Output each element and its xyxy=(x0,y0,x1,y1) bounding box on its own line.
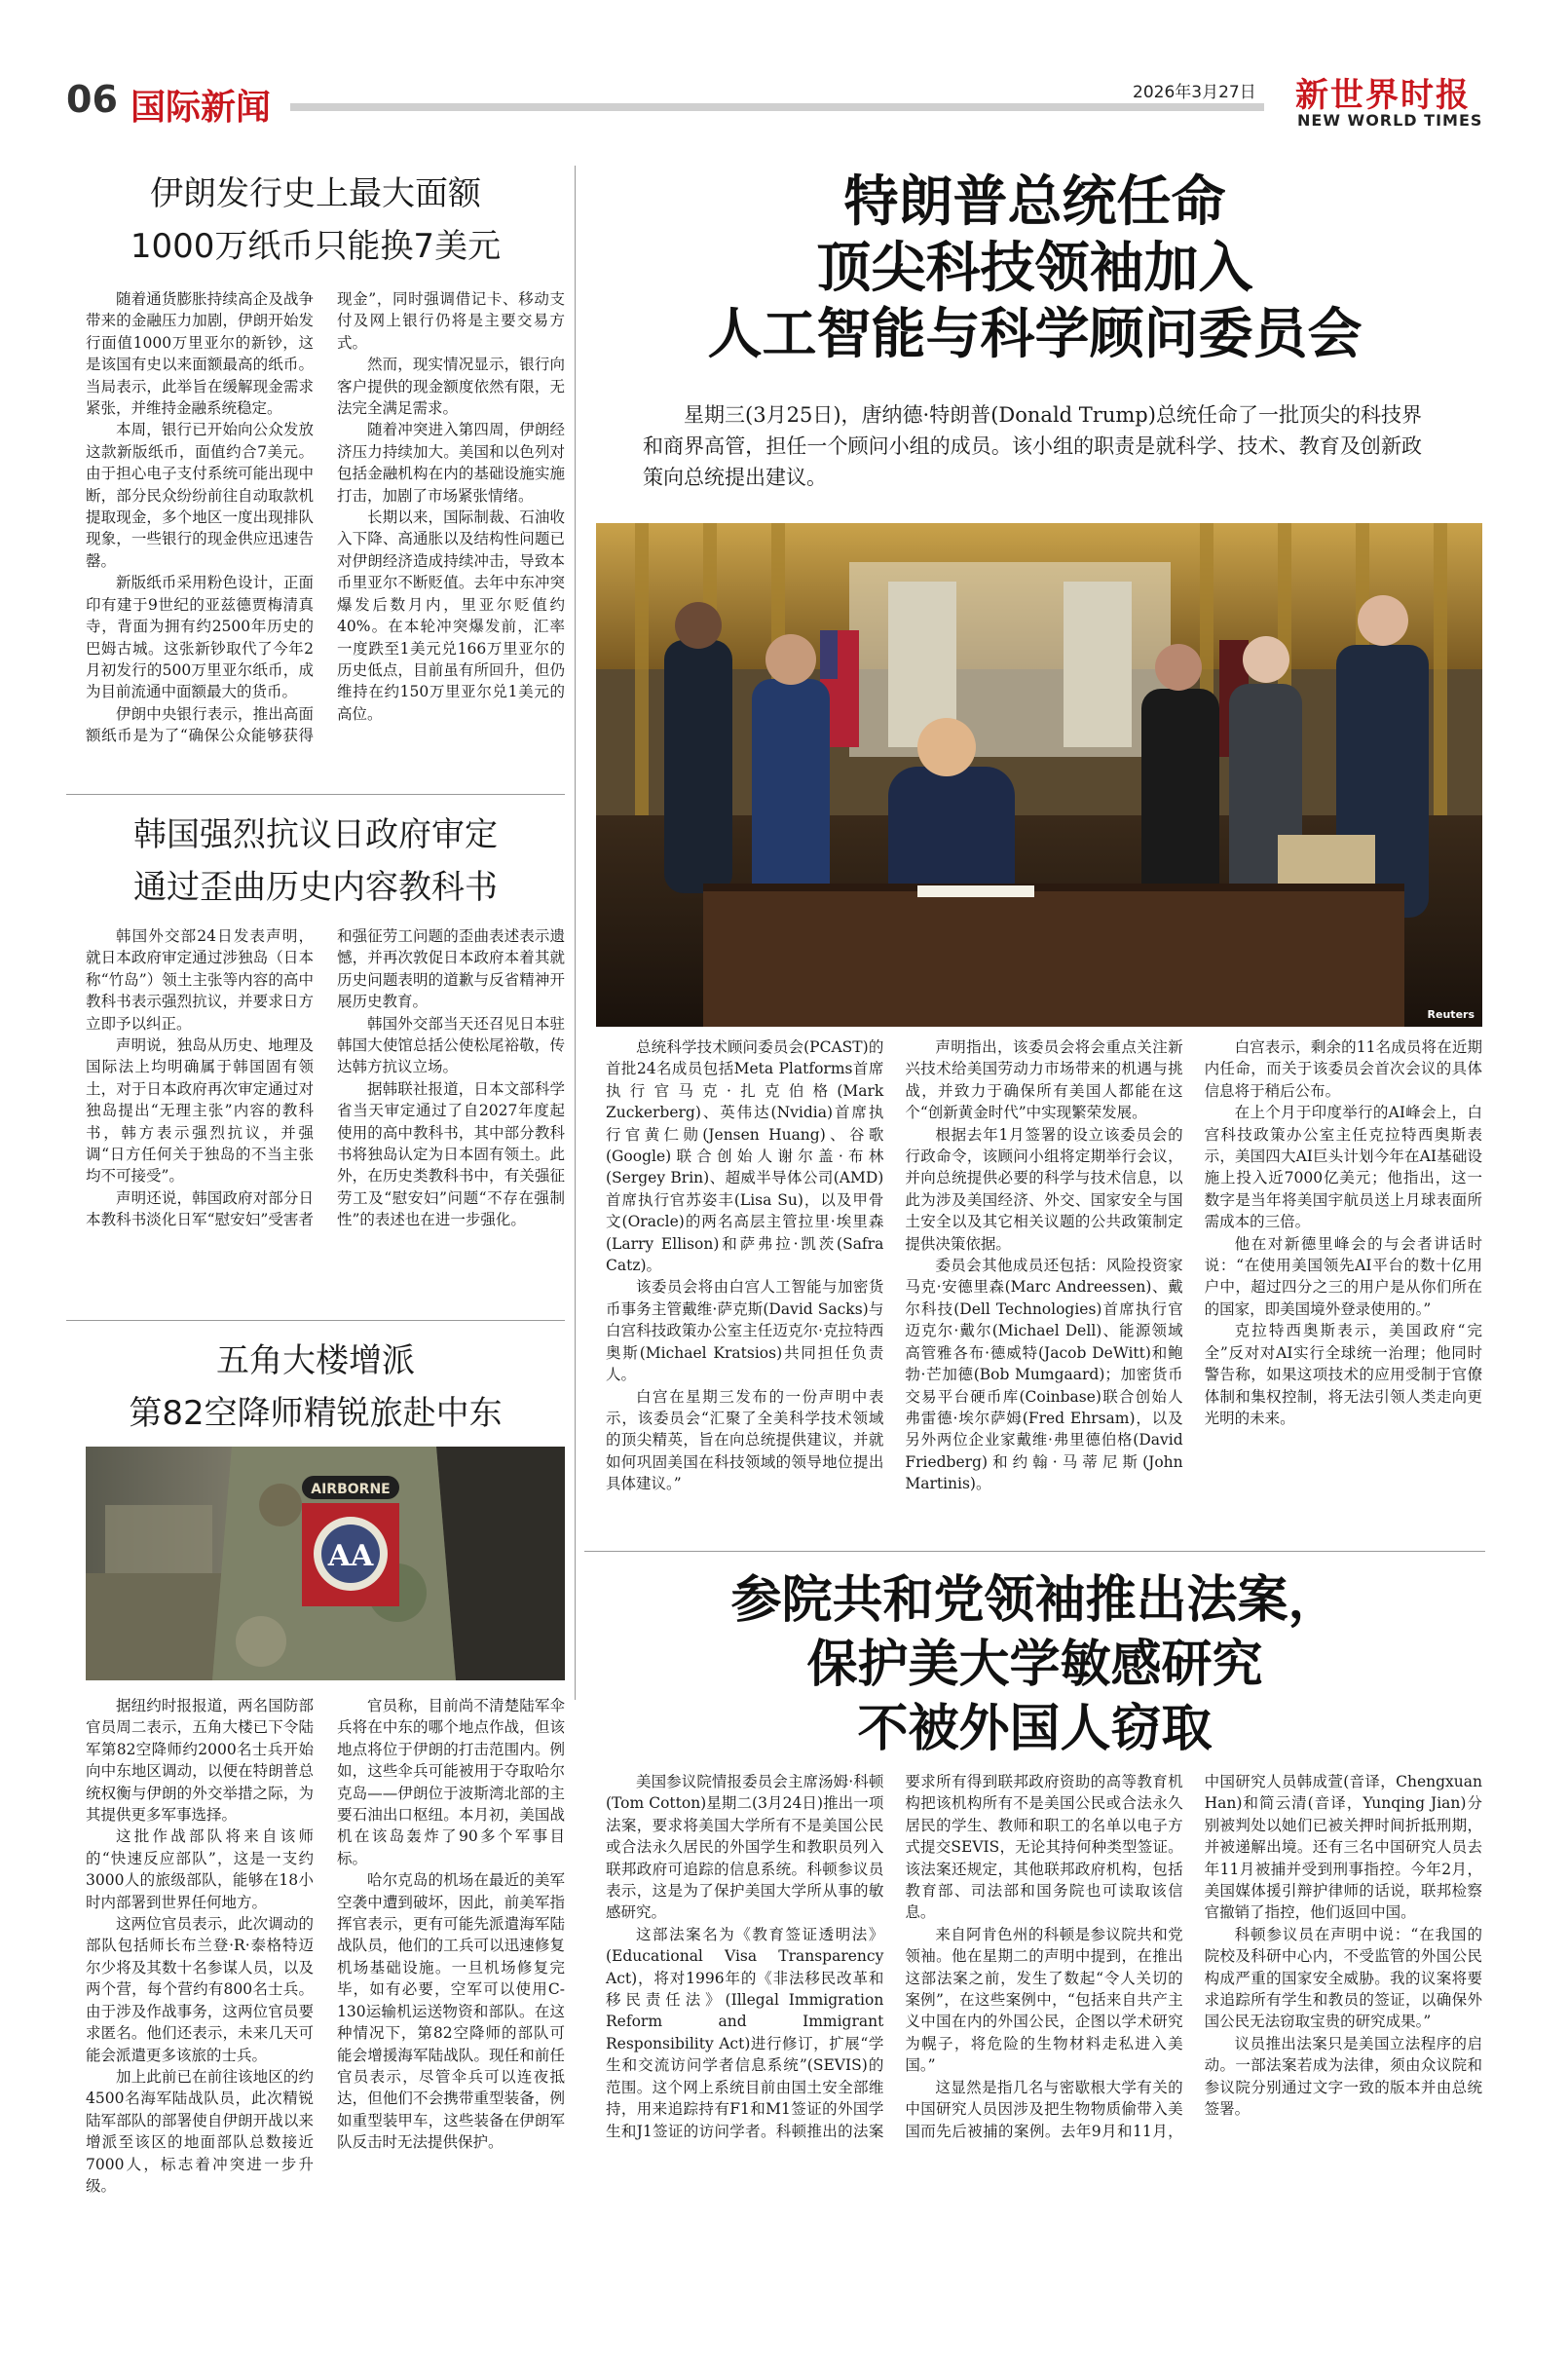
paragraph: 在上个月于印度举行的AI峰会上，白宫科技政策办公室主任克拉特西奥斯表示，美国四大AI巨头计划今年在AI基础设施上投入近7000亿美元；他指出，这一数字是当年将美国宇航员送上月球表面所需成本的三倍。 xyxy=(1204,1104,1482,1231)
paragraph: 这显然是指几名与密歇根大学有关的中国研究人员因涉及把生物物质偷带入美国而先后被捕的案例。去年9月和11月，中国研究人员韩成萱(音译，Chengxuan Han)和简云清(音译，Yunqing Jian)分别被判处以她们已被关押时间折抵刑期，并被递解出境。还有三名中国研究人员去年11月被捕并受到刑事指控。今年2月，美国媒体援引辩护律师的话说，联邦检察官撤销了指控，他们返回中国。 xyxy=(905,1773,1482,2140)
photo-credit: Reuters xyxy=(1427,1008,1475,1021)
paragraph: 来自阿肯色州的科顿是参议院共和党领袖。他在星期二的声明中提到，在推出这部法案之前，发生了数起“令人关切的案例”，在这些案例中，“包括来自共产主义中国在内的外国公民，企图以学术研究为幌子，将危险的生物材料走私进入美国。” xyxy=(905,1925,1183,2075)
senate-headline-line1: 参院共和党领袖推出法案， xyxy=(730,1571,1339,1630)
paragraph: 哈尔克岛的机场在最近的美军空袭中遭到破坏，因此，前美军指挥官表示，更有可能先派遣海军陆战队员，他们的工兵可以迅速修复机场基础设施。一旦机场修复完毕，如有必要，空军可以使用C-130运输机运送物资和部队。在这种情况下，第82空降师的部队可能会增援海军陆战队。现任和前任官员表示，尽管伞兵可以连夜抵达，但他们不会携带重型装备，例如重型装甲车，这些装备在伊朗军队反击时无法提供保护。 xyxy=(337,1871,565,2152)
paragraph: 议员推出法案只是美国立法程序的启动。一部法案若成为法律，须由众议院和参议院分别通过文字一致的版本并由总统签署。 xyxy=(1204,2034,1482,2119)
masthead-english: NEW WORLD TIMES xyxy=(1297,111,1483,130)
column-divider xyxy=(575,166,576,1700)
paragraph: 委员会其他成员还包括：风险投资家马克·安德里森(Marc Andreessen)、戴尔科技(Dell Technologies)首席执行官迈克尔·戴尔(Michael Dell)、能源领域高管雅各布·德威特(Jacob DeWitt)和鲍勃·芒加德(Bob Mumgaard)；加密货币交易平台硬币库(Coinbase)联合创始人弗雷德·埃尔萨姆(Fred Ehrsam)，以及另外两位企业家戴维·弗里德伯格(David Friedberg)和约翰·马蒂尼斯(John Martinis)。 xyxy=(905,1257,1183,1493)
paragraph: 这批作战部队将来自该师的“快速反应部队”，这是一支约3000人的旅级部队，能够在18小时内部署到世界任何地方。 xyxy=(86,1827,314,1911)
korea-headline-line2: 通过歪曲历史内容教科书 xyxy=(133,868,498,907)
paragraph: 该委员会将由白宫人工智能与加密货币事务主管戴维·萨克斯(David Sacks)与白宫科技政策办公室主任迈克尔·克拉特西奥斯(Michael Kratsios)共同担任负责人。 xyxy=(606,1278,884,1384)
paragraph: 声明说，独岛从历史、地理及国际法上均明确属于韩国固有领土，对于日本政府再次审定通过对独岛提出“无理主张”内容的教科书，韩方表示强烈抗议，并强调“日方任何关于独岛的不当主张均不可接受”。 xyxy=(86,1036,314,1186)
paragraph: 新版纸币采用粉色设计，正面印有建于9世纪的亚兹德贾梅清真寺，背面为拥有约2500年历史的巴姆古城。这张新钞取代了今年2月初发行的500万里亚尔纸币，成为目前流通中面额最大的货币。 xyxy=(86,574,314,701)
paragraph: 根据去年1月签署的设立该委员会的行政命令，该顾问小组将定期举行会议，并向总统提供必要的科学与技术信息，以此为涉及美国经济、外交、国家安全与国土安全以及其它相关议题的公共政策制定提供决策依据。 xyxy=(905,1125,1183,1253)
story-divider xyxy=(66,794,565,795)
paragraph: 本周，银行已开始向公众发放这款新版纸币，面值约合7美元。由于担心电子支付系统可能出现中断，部分民众纷纷前往自动取款机提取现金，多个地区一度出现排队现象，一些银行的现金供应迅速告罄。 xyxy=(86,421,314,570)
iran-headline-line2: 1000万纸币只能换7美元 xyxy=(130,227,502,266)
korea-body xyxy=(86,925,565,1311)
senate-body xyxy=(606,1771,1482,2340)
airborne-photo xyxy=(86,1447,565,1680)
iran-body xyxy=(86,288,565,785)
story-divider xyxy=(66,1320,565,1321)
paragraph: 官员称，目前尚不清楚陆军伞兵将在中东的哪个地点作战，但该地点将位于伊朗的打击范围内。例如，这些伞兵可能被用于夺取哈尔克岛——伊朗位于波斯湾北部的主要石油出口枢纽。本月初，美国战机在该岛轰炸了90多个军事目标。 xyxy=(337,1697,565,1867)
iran-headline-line1: 伊朗发行史上最大面额 xyxy=(150,174,481,213)
senate-headline xyxy=(584,1568,1485,1761)
paragraph: 白宫在星期三发布的一份声明中表示，该委员会“汇聚了全美科学技术领域的顶尖精英，旨在向总统提供建议，并就如何巩固美国在科技领域的领导地位提出具体建议。” xyxy=(606,1387,884,1493)
trump-headline-line3: 人工智能与科学顾问委员会 xyxy=(707,303,1363,366)
oval-office-photo xyxy=(596,523,1482,1027)
patch-aa-mark: AA xyxy=(327,1539,374,1573)
paragraph: 克拉特西奥斯表示，美国政府“完全”反对对AI实行全球统一治理；他同时警告称，如果这项技术的应用受制于官僚体制和集权控制，将无法引领人类走向更光明的未来。 xyxy=(1204,1322,1482,1427)
pentagon-headline xyxy=(66,1335,565,1440)
paragraph: 总统科学技术顾问委员会(PCAST)的首批24名成员包括Meta Platforms首席执行官马克·扎克伯格(Mark Zuckerberg)、英伟达(Nvidia)首席执行官黄仁勋(Jensen Huang)、谷歌(Google)联合创始人谢尔盖·布林(Sergey Brin)、超威半导体公司(AMD)首席执行官苏姿丰(Lisa Su)，以及甲骨文(Oracle)的两名高层主管拉里·埃里森(Larry Ellison)和萨弗拉·凯茨(Safra Catz)。 xyxy=(606,1038,884,1275)
header-rule xyxy=(290,103,1264,111)
paragraph: 据韩联社报道，日本文部科学省当天审定通过了自2027年度起使用的高中教科书，其中部分教科书将独岛认定为日本固有领土。此外，在历史类教科书中，有关强征劳工及“慰安妇”问题“不存在强制性”的表述也在进一步强化。 xyxy=(337,1079,565,1229)
trump-lede: 星期三(3月25日)，唐纳德·特朗普(Donald Trump)总统任命了一批顶尖的科技界和商界高管，担任一个顾问小组的成员。该小组的职责是就科学、技术、教育及创新政策向总统提出建议。 xyxy=(643,403,1422,489)
korea-headline xyxy=(66,809,565,914)
senate-headline-line2: 保护美大学敏感研究 xyxy=(806,1636,1263,1694)
paragraph: 他在对新德里峰会的与会者讲话时说：“在使用美国领先AI平台的数十亿用户中，超过四分之三的用户是从你们所在的国家，即美国境外登录使用的。” xyxy=(1204,1234,1482,1318)
paragraph: 随着通货膨胀持续高企及战争带来的金融压力加剧，伊朗开始发行面值1000万里亚尔的新钞，这是该国有史以来面额最高的纸币。当局表示，此举旨在缓解现金需求紧张，并维持金融系统稳定。 xyxy=(86,290,314,418)
section-title: 国际新闻 xyxy=(131,88,272,128)
paragraph: 美国参议院情报委员会主席汤姆·科顿(Tom Cotton)星期二(3月24日)推出一项法案，要求将美国大学所有不是美国公民或合法永久居民的外国学生和教职员列入联邦政府可追踪的信息系统。科顿参议员表示，这是为了保护美国大学所从事的敏感研究。 xyxy=(606,1773,884,1922)
paragraph: 加上此前已在前往该地区的约4500名海军陆战队员，此次精锐陆军部队的部署使自伊朗开战以来增派至该区的地面部队总数接近7000人，标志着冲突进一步升级。 xyxy=(86,2067,314,2195)
paragraph: 韩国外交部24日发表声明，就日本政府审定通过涉独岛（日本称“竹岛”）领土主张等内容的高中教科书表示强烈抗议，并要求日方立即予以纠正。 xyxy=(86,927,314,1033)
trump-headline xyxy=(584,169,1485,368)
paragraph: 科顿参议员在声明中说：“在我国的院校及科研中心内，不受监管的外国公民构成严重的国家安全威胁。我的议案将要求追踪所有学生和教员的签证，以确保外国公民无法窃取宝贵的研究成果。” xyxy=(1204,1925,1482,2031)
paragraph: 韩国外交部当天还召见日本驻韩国大使馆总括公使松尾裕敬，传达韩方抗议立场。 xyxy=(337,1014,565,1076)
pentagon-headline-line2: 第82空降师精锐旅赴中东 xyxy=(129,1394,503,1433)
patch-airborne-text: AIRBORNE xyxy=(311,1482,391,1497)
paragraph: 这两位官员表示，此次调动的部队包括师长布兰登·R·泰格特迈尔少将及其数十名参谋人员，以及两个营，每个营约有800名士兵。由于涉及作战事务，这两位官员要求匿名。他们还表示，未来几天可能会派遣更多该旅的士兵。 xyxy=(86,1915,314,2064)
pentagon-body xyxy=(86,1695,565,2338)
pentagon-headline-line1: 五角大楼增派 xyxy=(216,1341,415,1380)
paragraph: 声明指出，该委员会将会重点关注新兴技术给美国劳动力市场带来的机遇与挑战，并致力于确保所有美国人都能在这个“创新黄金时代”中实现繁荣发展。 xyxy=(905,1038,1183,1122)
paragraph: 据纽约时报报道，两名国防部官员周二表示，五角大楼已下令陆军第82空降师约2000名士兵开始向中东地区调动，以便在特朗普总统权衡与伊朗的外交举措之际，为其提供更多军事选择。 xyxy=(86,1697,314,1825)
page-number: 06 xyxy=(66,78,118,121)
story-divider xyxy=(584,1551,1485,1552)
paragraph: 这部法案名为《教育签证透明法》(Educational Visa Transparency Act)，将对1996年的《非法移民改革和移民责任法》(Illegal Immigration Reform and Immigrant Responsibility Act)进行修订，扩展“学生和交流访问学者信息系统”(SEVIS)的范围。这个网上系统目前由国土安全部维持，用来追踪持有F1和M1签证的外国学生和J1签证的访问学者。科顿推出的法案要求所有得到联邦政府资助的高等教育机构把该机构所有不是美国公民或合法永久居民的学生、教师和职工的名单以电子方式提交SEVIS，无论其持何种类型签证。该法案还规定，其他联邦政府机构，包括教育部、司法部和国务院也可读取该信息。 xyxy=(606,1773,1183,2140)
korea-headline-line1: 韩国强烈抗议日政府审定 xyxy=(133,815,498,854)
paragraph: 然而，现实情况显示，银行向客户提供的现金额度依然有限，无法完全满足需求。 xyxy=(337,356,565,418)
paragraph: 伊朗中央银行表示，推出高面额纸币是为了“确保公众能够获得现金”，同时强调借记卡、移动支付及网上银行仍将是主要交易方式。 xyxy=(86,290,565,745)
masthead-logo: 新世界时报 xyxy=(1295,76,1471,115)
paragraph: 长期以来，国际制裁、石油收入下降、高通胀以及结构性问题已对伊朗经济造成持续冲击，导致本币里亚尔不断贬值。去年中东冲突爆发后数月内，里亚尔贬值约40%。在本轮冲突爆发前，汇率一度跌至1美元兑166万里亚尔的历史低点，目前虽有所回升，但仍维持在约150万里亚尔兑1美元的高位。 xyxy=(337,508,565,723)
trump-body xyxy=(606,1036,1482,1539)
issue-date: 2026年3月27日 xyxy=(1133,83,1256,102)
trump-headline-line1: 特朗普总统任命 xyxy=(843,170,1226,234)
trump-headline-line2: 顶尖科技领袖加入 xyxy=(816,237,1253,300)
paragraph: 随着冲突进入第四周，伊朗经济压力持续加大。美国和以色列对包括金融机构在内的基础设施实施打击，加剧了市场紧张情绪。 xyxy=(337,421,565,505)
iran-headline xyxy=(66,168,565,273)
paragraph: 声明还说，韩国政府对部分日本教科书淡化日军“慰安妇”受害者和强征劳工问题的歪曲表述表示遗憾，并再次敦促日本政府本着其就历史问题表明的道歉与反省精神开展历史教育。 xyxy=(86,927,565,1229)
paragraph: 白宫表示，剩余的11名成员将在近期内任命，而关于该委员会首次会议的具体信息将于稍后公布。 xyxy=(1204,1038,1482,1100)
senate-headline-line3: 不被外国人窃取 xyxy=(857,1700,1213,1758)
